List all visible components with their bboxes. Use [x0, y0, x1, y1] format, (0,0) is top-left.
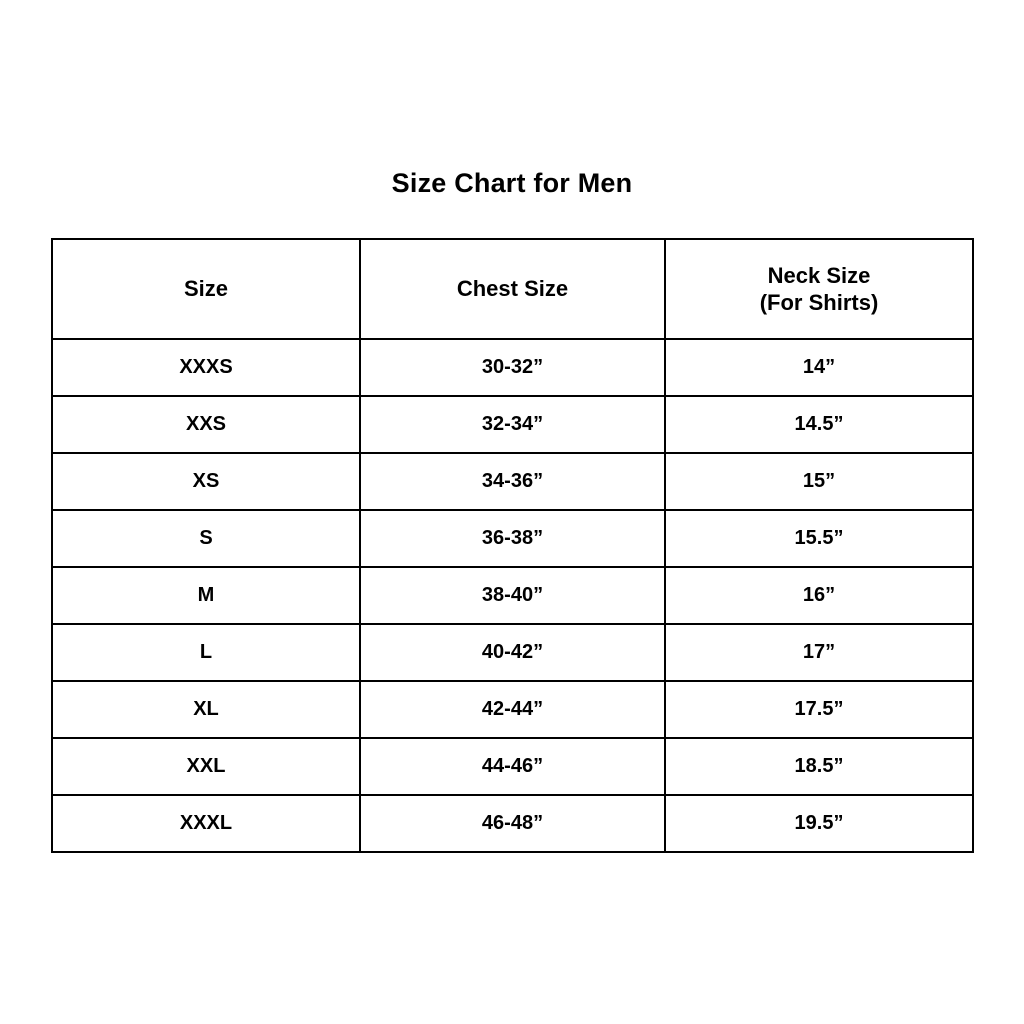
table-row: [52, 795, 973, 852]
page-title: Size Chart for Men: [391, 168, 633, 198]
cell-neck: 17”: [665, 624, 973, 681]
cell-chest: 32-34”: [360, 396, 665, 453]
cell-size: XL: [52, 681, 360, 738]
column-header-neck-size-sublabel: (For Shirts): [759, 290, 879, 315]
cell-neck: 19.5”: [665, 795, 973, 852]
table-row: [52, 453, 973, 510]
cell-size: S: [52, 510, 360, 567]
cell-chest: 46-48”: [360, 795, 665, 852]
table-body: [52, 339, 973, 852]
cell-neck: 17.5”: [665, 681, 973, 738]
cell-size: XXXS: [52, 339, 360, 396]
cell-neck: 14.5”: [665, 396, 973, 453]
table-row: [52, 738, 973, 795]
cell-chest: 34-36”: [360, 453, 665, 510]
table-row: [52, 624, 973, 681]
cell-size: XXXL: [52, 795, 360, 852]
cell-size: L: [52, 624, 360, 681]
table-header: [52, 239, 973, 339]
cell-chest: 36-38”: [360, 510, 665, 567]
column-header-chest-size: [360, 239, 665, 339]
cell-size: XXS: [52, 396, 360, 453]
size-chart-table: [51, 238, 974, 853]
cell-chest: 30-32”: [360, 339, 665, 396]
cell-chest: 40-42”: [360, 624, 665, 681]
cell-neck: 14”: [665, 339, 973, 396]
cell-size: XXL: [52, 738, 360, 795]
cell-chest: 44-46”: [360, 738, 665, 795]
cell-neck: 15”: [665, 453, 973, 510]
table-row: [52, 339, 973, 396]
table-row: [52, 396, 973, 453]
column-header-neck-size-label: Neck Size: [767, 262, 871, 288]
table-row: [52, 510, 973, 567]
cell-chest: 38-40”: [360, 567, 665, 624]
size-chart-table-wrapper: [51, 238, 972, 853]
cell-size: M: [52, 567, 360, 624]
cell-neck: 15.5”: [665, 510, 973, 567]
table-row: [52, 681, 973, 738]
column-header-size: [52, 239, 360, 339]
cell-neck: 18.5”: [665, 738, 973, 795]
table-row: [52, 567, 973, 624]
cell-size: XS: [52, 453, 360, 510]
cell-chest: 42-44”: [360, 681, 665, 738]
column-header-chest-size-label: Chest Size: [456, 276, 569, 302]
cell-neck: 16”: [665, 567, 973, 624]
table-header-row: [52, 239, 973, 339]
column-header-neck-size: [665, 239, 973, 339]
column-header-size-label: Size: [183, 276, 229, 302]
